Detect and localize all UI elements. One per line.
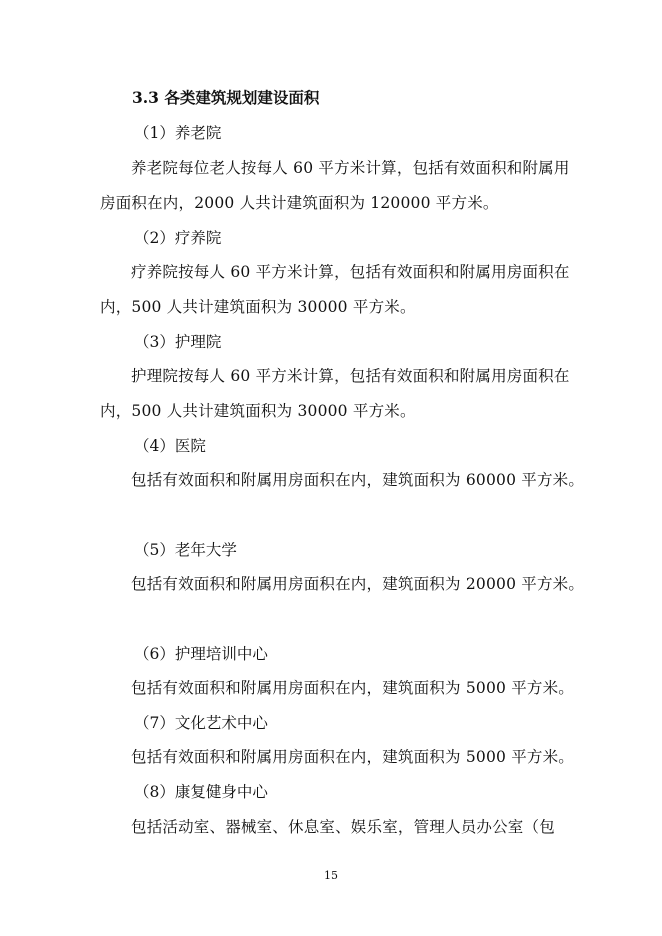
item-6-label: （6）护理培训中心 — [134, 645, 268, 663]
item-3-text-line-2: 内，500 人共计建筑面积为 30000 平方米。 — [100, 402, 416, 420]
item-2-text-line-2: 内，500 人共计建筑面积为 30000 平方米。 — [100, 298, 416, 316]
item-7-text-line-1: 包括有效面积和附属用房面积在内，建筑面积为 5000 平方米。 — [131, 748, 575, 766]
item-1-text-line-1: 养老院每位老人按每人 60 平方米计算，包括有效面积和附属用 — [131, 159, 570, 177]
item-5-label: （5）老年大学 — [134, 541, 237, 559]
section-heading: 3.3 各类建筑规划建设面积 — [132, 88, 320, 107]
item-1-text-line-2: 房面积在内，2000 人共计建筑面积为 120000 平方米。 — [100, 194, 499, 212]
item-3-label: （3）护理院 — [134, 333, 222, 351]
item-4-label: （4）医院 — [134, 437, 206, 455]
item-4-text-line-1: 包括有效面积和附属用房面积在内，建筑面积为 60000 平方米。 — [131, 471, 585, 489]
item-2-label: （2）疗养院 — [134, 229, 222, 247]
item-7-label: （7）文化艺术中心 — [134, 714, 268, 732]
item-3-text-line-1: 护理院按每人 60 平方米计算，包括有效面积和附属用房面积在 — [131, 367, 570, 385]
item-2-text-line-1: 疗养院按每人 60 平方米计算，包括有效面积和附属用房面积在 — [131, 263, 570, 281]
item-5-text-line-1: 包括有效面积和附属用房面积在内，建筑面积为 20000 平方米。 — [131, 575, 585, 593]
item-6-text-line-1: 包括有效面积和附属用房面积在内，建筑面积为 5000 平方米。 — [131, 679, 575, 697]
item-1-label: （1）养老院 — [134, 124, 222, 142]
item-8-text-line-1: 包括活动室、器械室、休息室、娱乐室，管理人员办公室（包 — [131, 818, 555, 836]
item-8-label: （8）康复健身中心 — [134, 783, 268, 801]
page-number: 15 — [324, 869, 338, 882]
